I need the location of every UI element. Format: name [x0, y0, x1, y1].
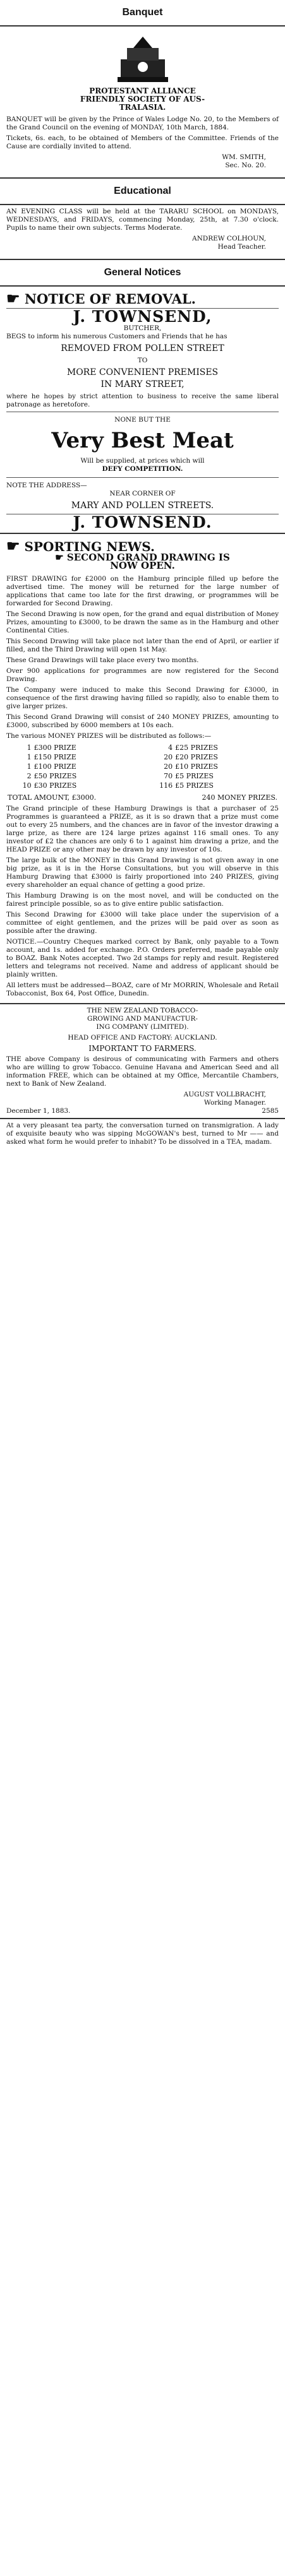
prize-cell: 116: [159, 781, 173, 790]
continued: where he hopes by strict attention to business to receive the same liberal patronage as heretofore.: [6, 393, 279, 408]
prize-total-row: [6, 793, 279, 802]
prize-cell: 1: [27, 744, 32, 752]
filler: [0, 1119, 285, 1151]
tobacco-signature: AUGUST VOLLBRACHT,: [183, 1091, 266, 1098]
prize-cell: £100 PRIZE: [33, 763, 76, 771]
tobacco-ad: [0, 1004, 285, 1118]
prize-row: [6, 752, 279, 762]
sporting-p13: NOTICE.—Country Cheques marked correct by Bank, only payable to a Town account, and 1s. added for exchange. P.O. Orders preferred, made payable only to BOAZ. Bank Notes accepted. Two 2d stamps for reply and result. Registered letters and telegrams not received. Name and address of applicant should be plainly written.: [6, 938, 279, 978]
sporting-p2: The Second Drawing is now open, for the grand and equal distribution of Money Prizes, amounting to £3000, to be drawn the same as in the Hamburg and other Continental Cities.: [6, 610, 279, 634]
prize-row: [6, 762, 279, 771]
prize-cell: 20: [164, 753, 173, 761]
prize-cell: £5 PRIZES: [175, 781, 214, 790]
prize-cell: 2: [27, 772, 32, 780]
prize-cell: £10 PRIZES: [175, 763, 218, 771]
sporting-ad: [0, 534, 285, 1003]
sporting-p6: The Company were induced to make this Second Drawing for £3000, in consequence of the first drawing having filled so rapidly, also to enable them to give larger prizes.: [6, 686, 279, 710]
prize-cell: 70: [164, 772, 173, 780]
supplied: Will be supplied, at prices which will: [80, 457, 205, 465]
removed-line: REMOVED FROM POLLEN STREET: [61, 343, 224, 353]
total-amount: TOTAL AMOUNT, £3000.: [8, 793, 97, 802]
prize-cell: £150 PRIZE: [33, 753, 76, 761]
org-line1: PROTESTANT ALLIANCE: [89, 86, 196, 95]
pointing-hand-icon: ☛: [6, 537, 20, 555]
educational-signature: ANDREW COLHOUN,: [192, 235, 266, 242]
prize-cell: £5 PRIZES: [175, 772, 214, 780]
alliance-seal-icon: [114, 34, 171, 85]
sporting-p3: This Second Drawing will take place not later than the end of April, or earlier if filled, and the Third Drawing will open 1st May.: [6, 638, 279, 653]
tobacco-title: Working Manager.: [203, 1099, 266, 1107]
sporting-p9: The Grand principle of these Hamburg Drawings is that a purchaser of 25 Programmes is guaranteed a PRIZE, as it is so drawn that a prize must come out to every 25 numbers, and the chances are in favor of the investor drawing a large prize, as there are 124 large prizes against 116 small ones. To any investor of £2 the chances are only 6 to 1 against him drawing a prize, and the HEAD PRIZE or any other may be drawn by any investor of 10s.: [6, 805, 279, 853]
educational-header: Educational: [114, 186, 171, 196]
near-corner: NEAR CORNER OF: [109, 490, 176, 497]
now-open: NOW OPEN.: [110, 560, 175, 571]
prize-cell: 1: [27, 763, 32, 771]
sporting-p14: All letters must be addressed—BOAZ, care of Mr MORRIN, Wholesale and Retail Tobacconist, Box 64, Post Office, Dunedin.: [6, 982, 279, 997]
tobacco-code: 2585: [262, 1107, 279, 1115]
trade: BUTCHER,: [123, 324, 162, 332]
sporting-p10: The large bulk of the MONEY in this Grand Drawing is not given away in one big prize, as it is in the Horse Consultations, but you will observe in this Hamburg Drawing that £3000 is fairly proportioned into 240 PRIZES, giving every shareholder an equal chance of getting a good prize.: [6, 857, 279, 889]
total-prizes: 240 MONEY PRIZES.: [202, 793, 277, 802]
prize-row: [6, 781, 279, 790]
sporting-p1: FIRST DRAWING for £2000 on the Hamburg principle filled up before the advertised time. The money will be returned for the large number of applications that came too late for the first drawing, or programmes will be forwarded for Second Drawing.: [6, 575, 279, 607]
banquet-body: BANQUET will be given by the Prince of Wales Lodge No. 20, to the Members of the Grand Council on the evening of MONDAY, 10th March, 1884.: [6, 116, 279, 131]
prize-cell: 1: [27, 753, 32, 761]
filler-text: At a very pleasant tea party, the conversation turned on transmigration. A lady of exquisite beauty who was sipping McGOWAN's best, turned to Mr —— and asked what form he would prefer to inhabit? To be dissolved in a TEA, madam.: [6, 1122, 279, 1146]
footer-name: J. TOWNSEND.: [73, 513, 212, 531]
org-line3: TRALASIA.: [119, 103, 166, 112]
prize-cell: 20: [164, 763, 173, 771]
sporting-p5: Over 900 applications for programmes are now registered for the Second Drawing.: [6, 667, 279, 683]
prize-table-body: [6, 743, 279, 790]
pointing-hand-icon: ☛: [55, 552, 64, 563]
banquet-signature: WM. SMITH,: [222, 153, 266, 161]
sporting-title: SPORTING NEWS.: [24, 539, 155, 554]
prize-cell: 4: [168, 744, 173, 752]
educational-ad: [0, 205, 285, 254]
removal-ad: [0, 287, 285, 533]
org-line2: FRIENDLY SOCIETY OF AUS-: [80, 95, 205, 104]
prize-cell: £50 PRIZES: [33, 772, 77, 780]
prize-cell: £25 PRIZES: [175, 744, 218, 752]
sporting-p7: This Second Grand Drawing will consist of 240 MONEY PRIZES, amounting to £3000, subscribed by 6000 members at 10s each.: [6, 713, 279, 729]
tobacco-line1: THE NEW ZEALAND TOBACCO-: [87, 1007, 198, 1014]
premises-line1: MORE CONVENIENT PREMISES: [66, 367, 219, 377]
banquet-ad: [0, 27, 285, 172]
none-but: NONE BUT THE: [114, 416, 171, 424]
defy: DEFY COMPETITION.: [102, 465, 183, 473]
tobacco-footer: [6, 1107, 279, 1115]
banquet-title: Sec. No. 20.: [225, 162, 266, 169]
tobacco-line3: ING COMPANY (LIMITED).: [96, 1023, 189, 1031]
sporting-p8: The various MONEY PRIZES will be distributed as follows:—: [6, 732, 212, 740]
divider: [6, 477, 279, 478]
general-notices-header: General Notices: [104, 267, 181, 278]
prize-table: [6, 743, 279, 790]
pointing-hand-icon: ☛: [6, 289, 20, 307]
streets: MARY AND POLLEN STREETS.: [71, 501, 214, 511]
sporting-title-row: [6, 537, 279, 555]
banquet-tickets: Tickets, 6s. each, to be obtained of Members of the Committee. Friends of the Cause are cordially invited to attend.: [6, 134, 279, 150]
prize-cell: £300 PRIZE: [33, 744, 76, 752]
intro: BEGS to inform his numerous Customers and Friends that he has: [6, 333, 227, 340]
prize-cell: £20 PRIZES: [175, 753, 218, 761]
prize-cell: £30 PRIZES: [33, 781, 77, 790]
tobacco-office: HEAD OFFICE AND FACTORY: AUCKLAND.: [68, 1034, 217, 1042]
tobacco-date: December 1, 1883.: [6, 1107, 71, 1115]
sporting-p4: These Grand Drawings will take place every two months.: [6, 656, 199, 664]
banquet-header: Banquet: [122, 7, 163, 18]
second-drawing: SECOND GRAND DRAWING IS: [66, 552, 230, 563]
prize-cell: 10: [22, 781, 32, 790]
prize-row: [6, 743, 279, 752]
notice-title-row: [6, 289, 279, 307]
notice-title: NOTICE OF REMOVAL.: [24, 291, 196, 307]
educational-body: AN EVENING CLASS will be held at the TARARU SCHOOL on MONDAYS, WEDNESDAYS, and FRIDAYS, commencing Monday, 25th, at 7.30 o'clock. Pupils to name their own subjects. Terms Moderate.: [6, 208, 279, 232]
note-address: NOTE THE ADDRESS—: [6, 482, 87, 489]
tobacco-body: THE above Company is desirous of communicating with Farmers and others who are willing to grow Tobacco. Genuine Havana and American Seed and all information FREE, which can be obtained at my Office, Mercantile Chambers, next to Bank of New Zealand.: [6, 1055, 279, 1088]
educational-title: Head Teacher.: [217, 243, 266, 251]
prize-row: [6, 771, 279, 781]
premises-line2: IN MARY STREET,: [100, 379, 185, 389]
tobacco-line2: GROWING AND MANUFACTUR-: [87, 1015, 198, 1023]
sporting-p12: This Second Drawing for £3000 will take place under the supervision of a committee of eight gentlemen, and the prizes will be paid over as soon as possible after the drawing.: [6, 911, 279, 935]
townsend-name: J. TOWNSEND,: [73, 307, 212, 326]
sporting-p11: This Hamburg Drawing is on the most novel, and will be conducted on the fairest principle possible, so as to give entire public satisfaction.: [6, 892, 279, 908]
best-meat: Very Best Meat: [51, 428, 234, 453]
tobacco-important: IMPORTANT TO FARMERS.: [88, 1044, 197, 1053]
to-line: TO: [137, 357, 148, 364]
